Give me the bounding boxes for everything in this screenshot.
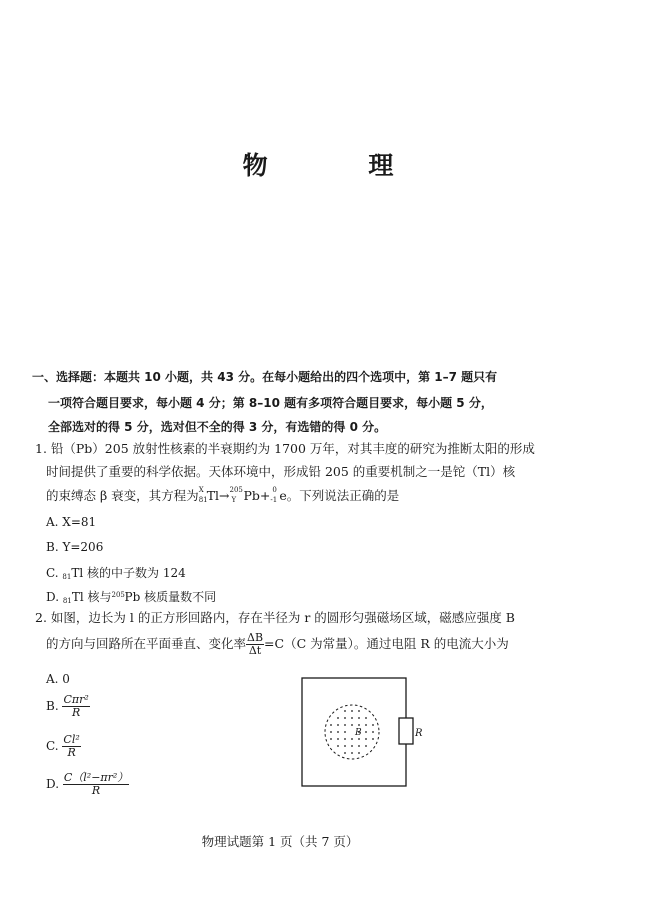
q1-option-b: B. Y=206 [46, 540, 104, 554]
q1-eq-tl: Tl→ [206, 488, 230, 503]
q2-option-d [46, 772, 129, 796]
q2-option-b-label: B. [46, 699, 59, 714]
field-dot [351, 717, 353, 719]
field-dot [337, 717, 339, 719]
field-dot [365, 738, 367, 740]
field-dot [330, 724, 332, 726]
field-dot [365, 745, 367, 747]
q1-option-c-sub: 81 [62, 573, 72, 581]
section-line-2: 一项符合题目要求，每小题 4 分；第 8–10 题有多项符合题目要求，每小题 5 分， [48, 396, 493, 410]
field-dot [344, 717, 346, 719]
field-dot [372, 731, 374, 733]
q2-option-b-num: Cπr² [63, 693, 89, 706]
q1-option-d-label: D. [46, 590, 63, 604]
field-dot [337, 731, 339, 733]
q2-rate-num: ΔB [247, 631, 264, 644]
q2-option-c-den: R [67, 745, 76, 759]
q1-eq-sub-y: Y [231, 496, 237, 504]
field-dot [365, 717, 367, 719]
q1-option-c [46, 564, 186, 581]
field-dot [365, 731, 367, 733]
resistor-label: R [415, 728, 423, 739]
q2-circuit-figure [296, 674, 426, 792]
field-dot [358, 724, 360, 726]
field-dot [351, 710, 353, 712]
field-dot [358, 738, 360, 740]
q1-eq-pb: Pb+ [243, 488, 271, 503]
q2-option-b-den: R [71, 705, 81, 719]
q2-option-c-num: Cl² [63, 733, 80, 746]
field-dot [372, 738, 374, 740]
q2-option-a: A. 0 [46, 672, 70, 686]
field-dot [351, 752, 353, 754]
q1-option-d-sub: 81 [62, 597, 72, 605]
field-dot [358, 745, 360, 747]
field-dot [344, 710, 346, 712]
q2-option-d-label: D. [46, 777, 60, 792]
q2-line-1: 2. 如图，边长为 l 的正方形回路内，存在半径为 r 的圆形匀强磁场区域，磁感应强度 B [35, 610, 515, 625]
field-dot [344, 731, 346, 733]
q2-option-d-fraction [63, 772, 129, 796]
field-dot [344, 752, 346, 754]
section-line-3: 全部选对的得 5 分，选对但不全的得 3 分，有选错的得 0 分。 [48, 420, 387, 434]
page-title: 物 理 [242, 151, 440, 180]
page-footer: 物理试题第 1 页（共 7 页） [201, 834, 359, 849]
field-dot [344, 745, 346, 747]
q1-option-c-label: C. [46, 566, 63, 580]
q2-option-d-num: C（l²−πr²） [63, 771, 129, 784]
field-dot [351, 745, 353, 747]
q1-option-d [46, 588, 216, 605]
q2-line-2-post: =C（C 为常量）。通过电阻 R 的电流大小为 [264, 635, 509, 651]
field-dot [337, 738, 339, 740]
q1-eq-sub-m1: -1 [270, 496, 278, 504]
field-dot [344, 724, 346, 726]
q2-option-b [46, 694, 90, 718]
q2-option-c [46, 734, 81, 758]
q1-eq-sub-81: 81 [198, 496, 208, 504]
field-dot [351, 724, 353, 726]
q1-eq-sup-x: X [198, 486, 204, 494]
q1-eq-sup-0: 0 [272, 486, 277, 494]
field-dot [358, 710, 360, 712]
resistor-symbol [399, 718, 413, 744]
field-dot [330, 731, 332, 733]
field-dot [358, 752, 360, 754]
q1-line-3-pre: 的束缚态 β 衰变，其方程为 [46, 488, 199, 503]
field-region-circle [325, 705, 379, 759]
q1-option-c-text: Tl 核的中子数为 124 [71, 566, 186, 580]
field-dot [337, 724, 339, 726]
q2-option-d-den: R [91, 783, 101, 797]
field-dots [330, 710, 374, 754]
q1-option-d-text: Pb 核质量数不同 [124, 590, 217, 604]
field-dot [372, 724, 374, 726]
q1-line-1: 1. 铅（Pb）205 放射性核素的半衰期约为 1700 万年，对其丰度的研究为推断太阳的形成 [35, 441, 535, 456]
square-loop [302, 678, 406, 786]
field-dot [358, 717, 360, 719]
q2-option-b-fraction [62, 694, 89, 718]
q2-rate-den: Δt [248, 643, 262, 657]
field-dot [351, 738, 353, 740]
q1-eq-sup-205: 205 [229, 486, 243, 494]
q2-line-2-pre: 的方向与回路所在平面垂直、变化率 [46, 635, 247, 651]
q1-eq-e: e。下列说法正确的是 [279, 488, 400, 503]
q1-option-d-sup: 205 [111, 591, 125, 599]
q2-option-c-label: C. [46, 739, 59, 754]
field-dot [365, 724, 367, 726]
q2-rate-fraction [246, 632, 264, 656]
q1-option-d-mid: Tl 核与 [71, 590, 112, 604]
q1-line-2: 时间提供了重要的科学依据。天体环境中，形成铅 205 的重要机制之一是铊（Tl）核 [46, 464, 516, 479]
field-dot [344, 738, 346, 740]
field-dot [337, 745, 339, 747]
field-label: B [355, 728, 362, 738]
q2-line-2 [46, 632, 509, 656]
q1-line-3 [46, 486, 400, 504]
q2-option-c-fraction [62, 734, 80, 758]
field-dot [330, 738, 332, 740]
q1-option-a: A. X=81 [46, 515, 97, 529]
section-line-1: 一、选择题：本题共 10 小题，共 43 分。在每小题给出的四个选项中，第 1–7 题只有 [32, 370, 498, 384]
